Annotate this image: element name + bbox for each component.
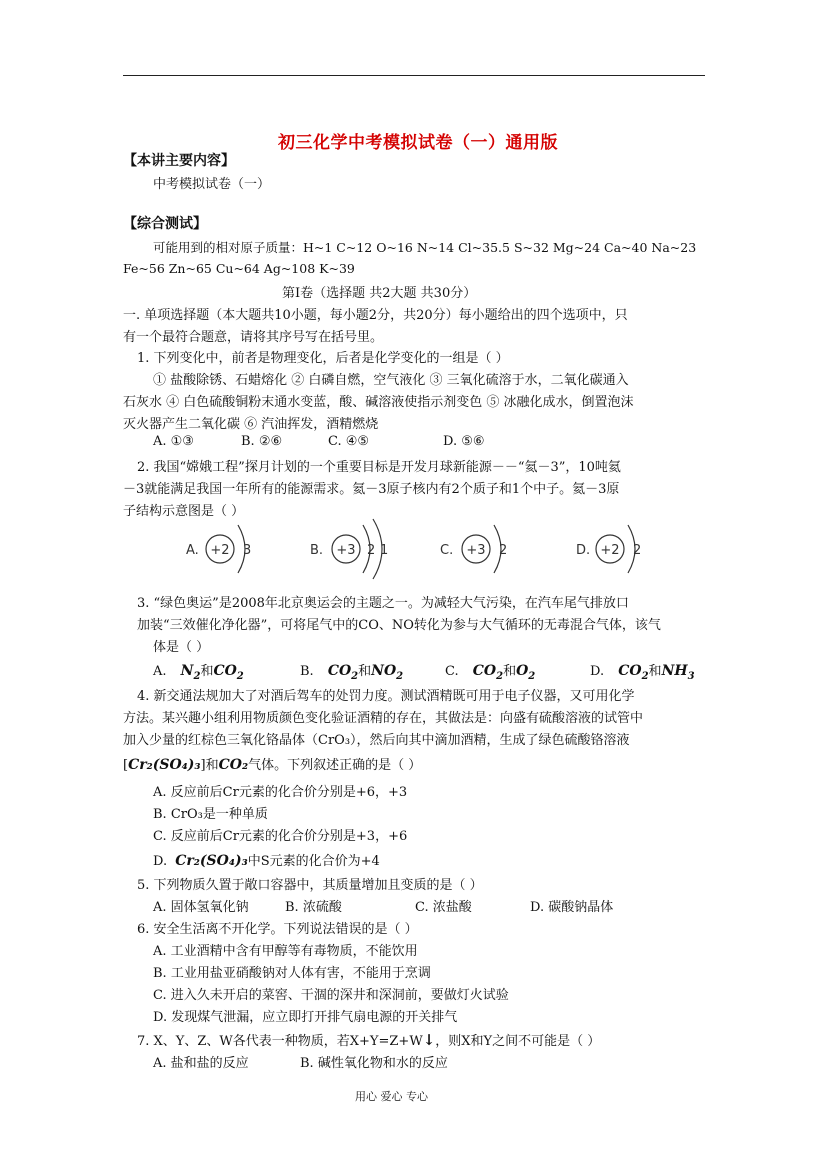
instructions-line1: 一. 单项选择题（本大题共10小题，每小题2分，共20分）每小题给出的四个选项中，只	[123, 308, 628, 323]
q3-option-a[interactable]: A. $N_2$和$CO_2$	[153, 663, 244, 682]
main-content-text: 中考模拟试卷（一）	[153, 177, 271, 192]
atom-b-shell-1: 2	[367, 543, 376, 558]
q1-option-c[interactable]: C. ④⑤	[328, 434, 370, 449]
atom-b-shell-2: 1	[380, 543, 389, 558]
q7-stem: 7. X、Y、Z、W各代表一种物质，若X+Y=Z+W↓，则X和Y之间不可能是（ ）	[137, 1031, 601, 1049]
q4-option-c[interactable]: C. 反应前后Cr元素的化合价分别是+3，+6	[153, 829, 408, 844]
q4-option-d[interactable]: D. Cr₂(SO₄)₃中S元素的化合价为+4	[153, 853, 380, 869]
q4-option-b[interactable]: B. CrO₃是一种单质	[153, 807, 268, 822]
q4-line1: 4. 新交通法规加大了对酒后驾车的处罚力度。测试酒精既可用于电子仪器，又可用化学	[137, 689, 635, 704]
atom-diagram-c[interactable]	[440, 525, 507, 573]
q6-option-a[interactable]: A. 工业酒精中含有甲醇等有毒物质，不能饮用	[153, 944, 418, 959]
q6-option-b[interactable]: B. 工业用盐亚硝酸钠对人体有害，不能用于烹调	[153, 966, 431, 981]
atomic-mass-line1: 可能用到的相对原子质量：H~1 C~12 O~16 N~14 Cl~35.5 S~32 Mg~24 Ca~40 Na~23	[153, 240, 697, 255]
q7-option-b[interactable]: B. 碱性氧化物和水的反应	[300, 1056, 448, 1071]
q5-option-c[interactable]: C. 浓盐酸	[415, 900, 472, 915]
atom-structure-diagrams	[180, 515, 660, 585]
atom-c-shell-1: 2	[499, 543, 508, 558]
section-heading-main: 【本讲主要内容】	[123, 153, 235, 169]
q2-line3: 子结构示意图是（ ）	[123, 504, 245, 519]
q1-option-d[interactable]: D. ⑤⑥	[443, 434, 485, 449]
q1-option-b[interactable]: B. ②⑥	[241, 434, 283, 449]
q3-line3: 体是（ ）	[153, 640, 210, 655]
q3-option-d[interactable]: D. $CO_2$和$NH_3$	[590, 663, 695, 682]
page-title: 初三化学中考模拟试卷（一）通用版	[278, 133, 558, 153]
q4-option-a[interactable]: A. 反应前后Cr元素的化合价分别是+6，+3	[153, 785, 408, 800]
page-footer: 用心 爱心 专心	[355, 1090, 428, 1103]
header-rule	[123, 75, 705, 76]
atomic-mass-line2: Fe~56 Zn~65 Cu~64 Ag~108 K~39	[123, 261, 355, 276]
q4-formula-co2: CO₂	[218, 757, 249, 773]
atom-diagram-b[interactable]	[310, 519, 388, 579]
q7-option-a[interactable]: A. 盐和盐的反应	[153, 1056, 249, 1071]
q4-line4: [Cr₂(SO₄)₃]和CO₂气体。下列叙述正确的是（ ）	[123, 757, 422, 773]
q4-line3: 加入少量的红棕色三氧化铬晶体（CrO₃），然后向其中滴加酒精，生成了绿色硫酸铬溶液	[123, 733, 630, 748]
q3-line1: 3. “绿色奥运”是2008年北京奥运会的主题之一。为减轻大气污染，在汽车尾气排放口	[137, 596, 629, 611]
q5-option-b[interactable]: B. 浓硫酸	[285, 900, 342, 915]
q6-option-d[interactable]: D. 发现煤气泄漏，应立即打开排气扇电源的开关排气	[153, 1010, 458, 1025]
atom-c-label: C.	[440, 543, 454, 558]
q1-stem: 1. 下列变化中，前者是物理变化，后者是化学变化的一组是（ ）	[137, 351, 509, 366]
q2-line2: －3就能满足我国一年所有的能源需求。氦－3原子核内有2个质子和1个中子。氦－3原	[123, 482, 620, 497]
instructions-line2: 有一个最符合题意，请将其序号写在括号里。	[123, 330, 384, 345]
q4-line2: 方法。某兴趣小组利用物质颜色变化验证酒精的存在，其做法是：向盛有硫酸溶液的试管中	[123, 711, 644, 726]
atom-b-label: B.	[310, 543, 324, 558]
q1-line2: 石灰水 ④ 白色硫酸铜粉末通水变蓝，酸、碱溶液使指示剂变色 ⑤ 冰融化成水，倒置泡沫	[123, 395, 634, 410]
atom-c-nucleus-charge: +3	[466, 543, 486, 558]
q5-option-a[interactable]: A. 固体氢氧化钠	[153, 900, 249, 915]
q2-line1: 2. 我国“嫦娥工程”探月计划的一个重要目标是开发月球新能源－－“氦－3”，10吨氦	[137, 460, 621, 475]
q5-stem: 5. 下列物质久置于敞口容器中，其质量增加且变质的是（ ）	[137, 878, 483, 893]
q4-formula-cr2so43: Cr₂(SO₄)₃	[128, 757, 201, 773]
q1-option-a[interactable]: A. ①③	[153, 434, 194, 449]
q3-option-c[interactable]: C. $CO_2$和$O_2$	[445, 663, 536, 682]
atom-a-shell-1: 3	[243, 543, 252, 558]
atom-a-nucleus-charge: +2	[210, 543, 230, 558]
q6-option-c[interactable]: C. 进入久未开启的菜窖、干涸的深井和深洞前，要做灯火试验	[153, 988, 509, 1003]
q1-line3: 灭火器产生二氧化碳 ⑥ 汽油挥发，酒精燃烧	[123, 417, 379, 432]
atom-d-shell-1: 2	[633, 543, 642, 558]
atom-b-nucleus-charge: +3	[336, 543, 356, 558]
atom-diagram-d[interactable]	[576, 525, 641, 573]
q1-line1: ① 盐酸除锈、石蜡熔化 ② 白磷自燃，空气液化 ③ 三氧化硫溶于水，二氧化碳通入	[153, 373, 629, 388]
atom-d-label: D.	[576, 543, 591, 558]
atom-d-nucleus-charge: +2	[600, 543, 620, 558]
atom-diagram-a[interactable]	[186, 525, 251, 573]
down-arrow-icon: ↓	[422, 1031, 436, 1049]
q4-option-d-formula: Cr₂(SO₄)₃	[175, 853, 248, 869]
section-heading-test: 【综合测试】	[123, 216, 207, 232]
q3-option-b[interactable]: B. $CO_2$和$NO_2$	[300, 663, 404, 682]
q5-option-d[interactable]: D. 碳酸钠晶体	[530, 900, 614, 915]
q3-line2: 加装“三效催化净化器”，可将尾气中的CO、NO转化为参与大气循环的无毒混合气体，该气	[137, 618, 661, 633]
part-header: 第Ⅰ卷（选择题 共2大题 共30分）	[282, 286, 477, 301]
q6-stem: 6. 安全生活离不开化学。下列说法错误的是（ ）	[137, 922, 418, 937]
atom-a-label: A.	[186, 543, 199, 558]
